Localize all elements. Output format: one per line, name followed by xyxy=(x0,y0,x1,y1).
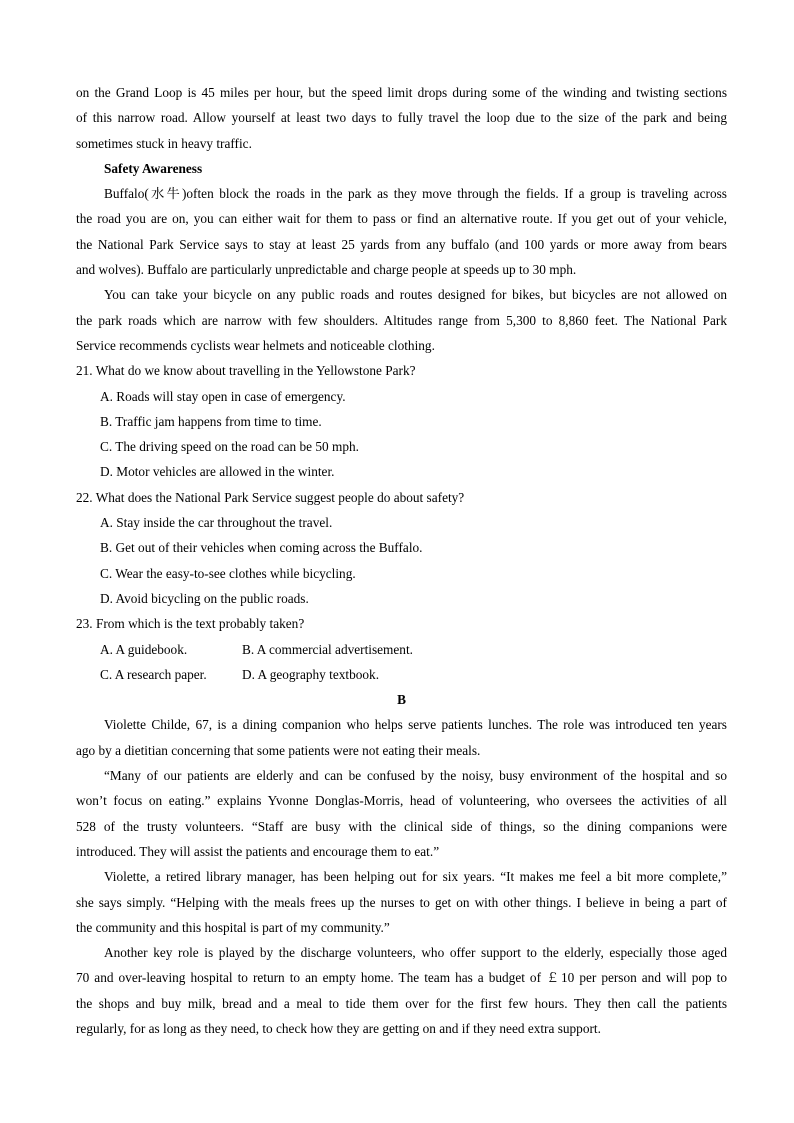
answer-option: B. Traffic jam happens from time to time. xyxy=(100,413,322,429)
question-stem: 21. What do we know about travelling in the Yellowstone Park? xyxy=(76,363,416,379)
question-stem: 23. From which is the text probably taken? xyxy=(76,616,305,632)
section-heading: Safety Awareness xyxy=(104,160,203,176)
text-line: “Many of our patients are elderly and can be confused by the noisy, busy environment of the hospital and so xyxy=(104,768,727,784)
intro-paragraph xyxy=(76,80,727,156)
text-line: 528 of the trusty volunteers. “Staff are busy with the clinical side of things, so the dining companions were xyxy=(76,818,727,834)
text-line: Another key role is played by the discharge volunteers, who offer support to the elderly, especially those aged xyxy=(104,945,727,961)
b-paragraph-2 xyxy=(76,763,727,864)
text-line: 70 and over-leaving hospital to return to an empty home. The team has a budget of ￡10 per person and will pop to xyxy=(76,970,727,986)
text-line: regularly, for as long as they need, to check how they are getting on and if they need extra support. xyxy=(76,1020,601,1036)
text-line: sometimes stuck in heavy traffic. xyxy=(76,135,252,151)
answer-option: B. A commercial advertisement. xyxy=(242,641,413,657)
answer-option: A. A guidebook. xyxy=(100,641,188,657)
text-line: and wolves). Buffalo are particularly unpredictable and charge people at speeds up to 30 mph. xyxy=(76,262,577,278)
text-line: of this narrow road. Allow yourself at least two days to fully travel the loop due to the size of the park and being xyxy=(76,110,727,126)
document-page xyxy=(76,80,727,1041)
answer-option: D. A geography textbook. xyxy=(242,666,380,682)
text-line: won’t focus on eating.” explains Yvonne Donglas-Morris, head of volunteering, who oversees the activities of all xyxy=(76,793,727,809)
question-stem: 22. What does the National Park Service suggest people do about safety? xyxy=(76,489,465,505)
text-line: Violette, a retired library manager, has been helping out for six years. “It makes me feel a bit more complete,” xyxy=(104,869,727,885)
answer-option-row xyxy=(76,662,727,687)
text-line: the shops and buy milk, bread and a meal to tide them over for the first few hours. They then call the patients xyxy=(76,995,727,1011)
answer-option: A. Stay inside the car throughout the travel. xyxy=(100,515,333,531)
b-paragraph-3 xyxy=(76,864,727,940)
b-paragraph-4 xyxy=(76,940,727,1041)
safety-paragraph-2 xyxy=(76,282,727,358)
answer-option: D. Motor vehicles are allowed in the winter. xyxy=(100,464,335,480)
answer-option: C. Wear the easy-to-see clothes while bicycling. xyxy=(100,565,356,581)
safety-paragraph-1 xyxy=(76,181,727,282)
text-line: You can take your bicycle on any public roads and routes designed for bikes, but bicycles are not allowed on xyxy=(104,287,727,303)
question-23 xyxy=(76,611,727,687)
text-line: the road you are on, you can either wait for them to pass or find an alternative route. If you get out of your vehicle, xyxy=(76,211,727,227)
text-line: the park roads which are narrow with few shoulders. Altitudes range from 5,300 to 8,860 feet. The National Park xyxy=(76,312,727,328)
answer-option: A. Roads will stay open in case of emergency. xyxy=(100,388,346,404)
answer-option: C. A research paper. xyxy=(100,666,207,682)
answer-option-row xyxy=(76,637,727,662)
text-line: she says simply. “Helping with the meals frees up the nurses to get on with other things. I believe in being a part of xyxy=(76,894,727,910)
text-line: Buffalo(水牛)often block the roads in the park as they move through the fields. If a group is traveling across xyxy=(104,186,727,202)
text-line: on the Grand Loop is 45 miles per hour, but the speed limit drops during some of the winding and twisting sections xyxy=(76,85,727,100)
question-22 xyxy=(76,485,727,611)
text-line: introduced. They will assist the patients and encourage them to eat.” xyxy=(76,843,440,859)
answer-option: C. The driving speed on the road can be 50 mph. xyxy=(100,439,359,455)
answer-option: D. Avoid bicycling on the public roads. xyxy=(100,590,309,606)
question-21 xyxy=(76,358,727,484)
b-paragraph-1 xyxy=(76,712,727,763)
answer-option: B. Get out of their vehicles when coming across the Buffalo. xyxy=(100,540,423,556)
section-label: B xyxy=(397,692,406,708)
text-line: Service recommends cyclists wear helmets and noticeable clothing. xyxy=(76,337,435,353)
text-line: the National Park Service says to stay at least 25 yards from any buffalo (and 100 yards or more away from bears xyxy=(76,236,727,252)
text-line: ago by a dietitian concerning that some patients were not eating their meals. xyxy=(76,742,481,758)
text-line: Violette Childe, 67, is a dining companion who helps serve patients lunches. The role was introduced ten years xyxy=(104,717,727,733)
text-line: the community and this hospital is part of my community.” xyxy=(76,919,390,935)
